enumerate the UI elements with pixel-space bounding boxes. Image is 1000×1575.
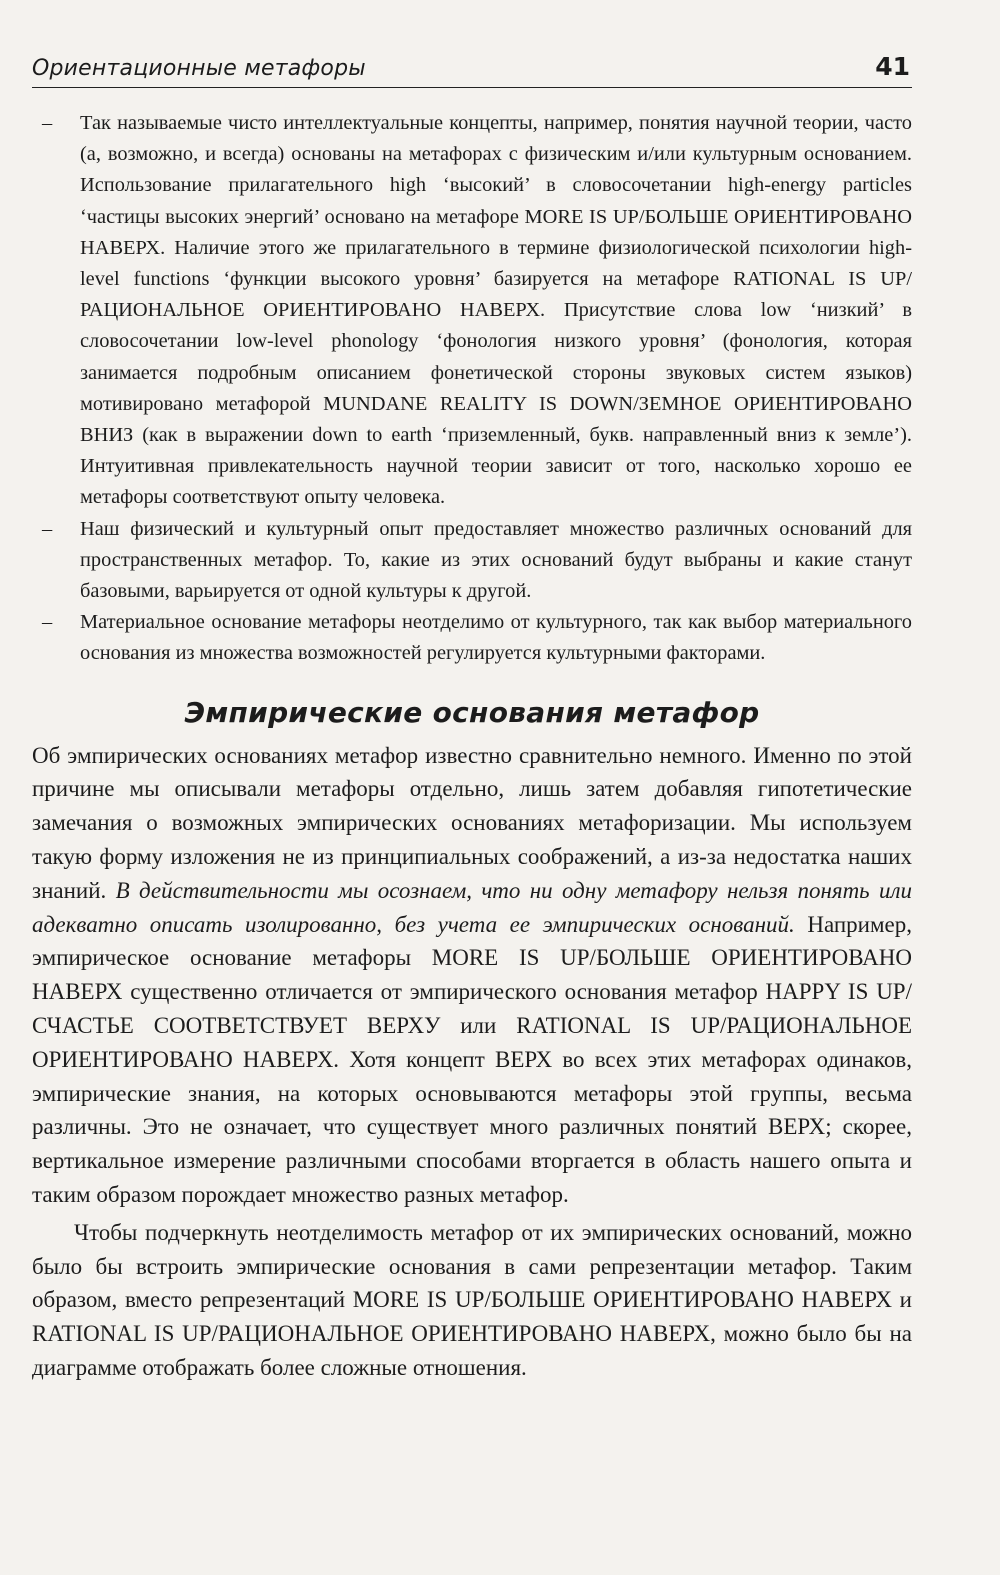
paragraph-text: Об эмпирических основаниях метафор известно сравнительно немного. Именно по этой причине мы описывали метафоры отдельно, лишь затем добавляя гипотетические замечания о возможных эмпирических основаниях метафоризации. Мы используем такую форму изложения не из принципиальных соображений, а из-за недостатка наших знаний. [32,742,912,903]
bullet-text: Материальное основание метафоры неотделимо от культурного, так как выбор материального основания из множества возможностей регулируется культурными факторами. [80,611,912,665]
bullet-dash: – [42,517,53,540]
bullet-item [32,108,912,514]
bullet-item [32,607,912,669]
section-heading: Эмпирические основания метафор [184,695,760,729]
body-paragraph [32,739,912,1212]
running-header [32,52,912,88]
book-page [32,52,912,1385]
paragraph-text: Например, эмпирическое основание метафоры MORE IS UP/БОЛЬШЕ ОРИЕНТИРОВАНО НАВЕРХ существенно отличается от эмпирического основания метафор HAPPY IS UP/СЧАСТЬЕ СООТВЕТСТВУЕТ ВЕРХУ или RATIONAL IS UP/РАЦИОНАЛЬНОЕ ОРИЕНТИРОВАНО НАВЕРХ. Хотя концепт ВЕРХ во всех этих метафорах одинаков, эмпирические знания, на которых основываются метафоры этой группы, весьма различны. Это не означает, что существует много различных понятий ВЕРХ; скорее, вертикальное измерение различными способами вторгается в область нашего опыта и таким образом порождает множество разных метафор. [32,911,912,1208]
page-number: 41 [875,52,910,81]
bullet-dash: – [42,611,53,634]
running-title: Ориентационные метафоры [32,56,366,81]
italic-emphasis: В действительности мы осознаем, что ни одну метафору нельзя понять или адекватно описать изолированно, без учета ее эмпирических оснований. [32,877,912,937]
bullet-dash: – [42,112,53,134]
bullet-list [32,108,912,670]
bullet-item [32,514,912,608]
body-paragraph: Чтобы подчеркнуть неотделимость метафор от их эмпирических оснований, можно было бы встроить эмпирические основания в сами репрезентации метафор. Таким образом, вместо репрезентаций MORE IS UP/БОЛЬШЕ ОРИЕНТИРОВАНО НАВЕРХ и RATIONAL IS UP/РАЦИОНАЛЬНОЕ ОРИЕНТИРОВАНО НАВЕРХ, можно было бы на диаграмме отображать более сложные отношения. [32,1219,912,1380]
bullet-text: Так называемые чисто интеллектуальные концепты, например, понятия научной теории, часто (а, возможно, и всегда) основаны на метафорах с физическим и/или культурным основанием. Использование прилагательного high ‘высокий’ в словосочетании high-energy particles ‘частицы высоких энергий’ основано на метафоре MORE IS UP/БОЛЬШЕ ОРИЕНТИРОВАНО НАВЕРХ. Наличие этого же прилагательного в термине физиологической психологии high-level functions ‘функции высокого уровня’ базируется на метафоре RATIONAL IS UP/РАЦИОНАЛЬНОЕ ОРИЕНТИРОВАНО НАВЕРХ. Присутствие слова low ‘низкий’ в словосочетании low-level phonology ‘фонология низкого уровня’ (фонология, которая занимается подробным описанием фонетической стороны звуковых систем языков) мотивировано метафорой MUNDANE REALITY IS DOWN/ЗЕМНОЕ ОРИЕНТИРОВАНО ВНИЗ (как в выражении down to earth ‘приземленный, букв. направленный вниз к земле’). Интуитивная привлекательность научной теории зависит от того, насколько хорошо ее метафоры соответствуют опыту человека. [80,112,912,509]
bullet-text: Наш физический и культурный опыт предоставляет множество различных оснований для пространственных метафор. То, какие из этих оснований будут выбраны и какие станут базовыми, варьируется от одной культуры к другой. [80,517,912,603]
